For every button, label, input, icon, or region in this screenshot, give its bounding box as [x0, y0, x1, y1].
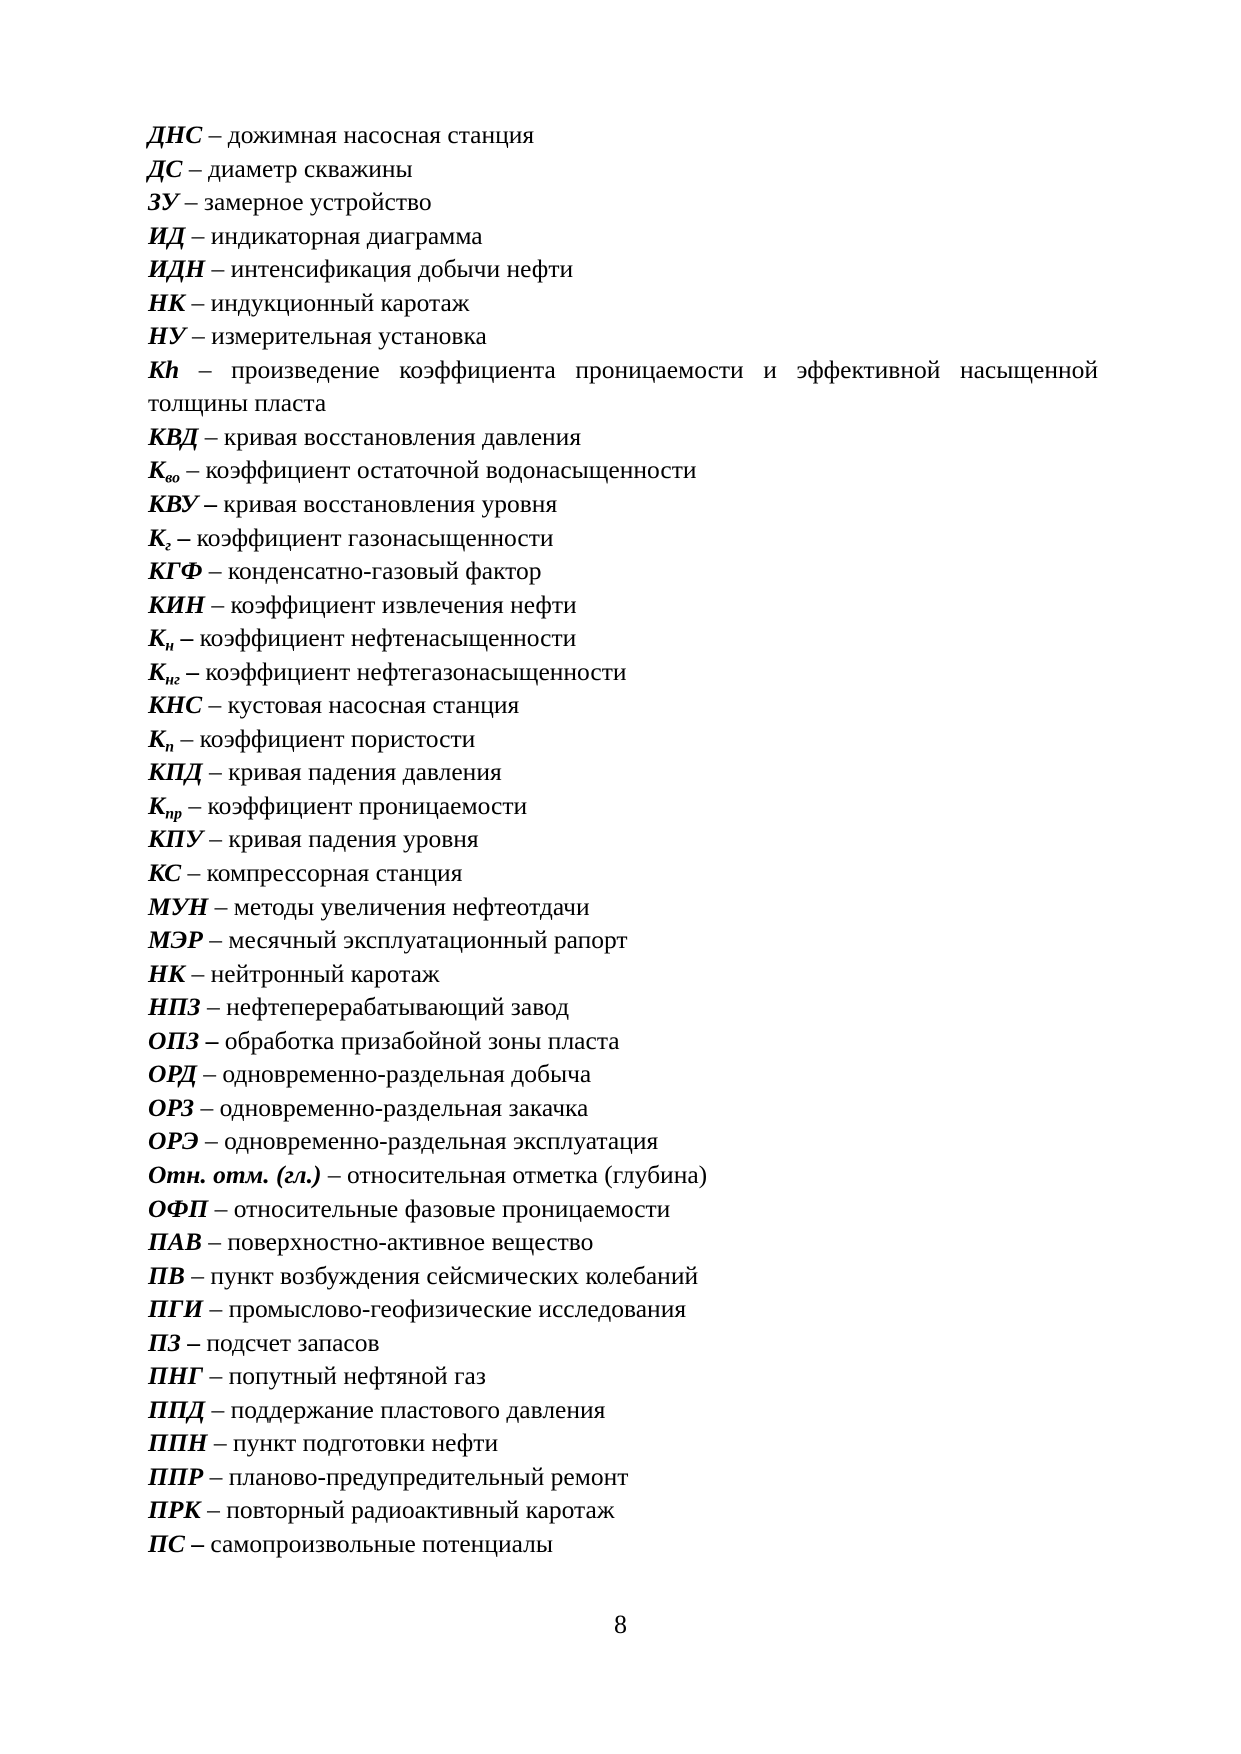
- dash-separator: –: [214, 1193, 228, 1223]
- abbreviation-definition: конденсатно-газовый фактор: [227, 556, 542, 586]
- abbreviation-definition: кривая падения давления: [228, 757, 502, 787]
- abbreviation-entry: [148, 1225, 1098, 1259]
- abbreviation-term: КПД: [148, 757, 203, 787]
- abbreviation-term: ППР: [148, 1461, 204, 1491]
- abbreviation-term: ПГИ: [148, 1294, 204, 1324]
- dash-separator: –: [209, 1461, 223, 1491]
- dash-separator: –: [208, 690, 222, 720]
- abbreviation-term: КВД: [148, 421, 199, 451]
- abbreviation-entry: [148, 554, 1098, 588]
- abbreviation-definition: кустовая насосная станция: [227, 690, 520, 720]
- abbreviation-subscript: нг: [165, 671, 180, 689]
- dash-separator: –: [188, 790, 202, 820]
- abbreviation-entry: [148, 1057, 1098, 1091]
- abbreviation-term: К: [148, 723, 166, 753]
- dash-separator: –: [208, 1227, 221, 1257]
- abbreviation-term: ОРЭ: [148, 1126, 199, 1156]
- abbreviation-term: КГФ: [148, 556, 203, 586]
- abbreviation-definition: одновременно-раздельная эксплуатация: [224, 1126, 659, 1156]
- abbreviation-entry: [148, 755, 1098, 789]
- abbreviation-term: ППН: [148, 1428, 208, 1458]
- abbreviation-entry: [148, 1359, 1098, 1393]
- abbreviation-entry: [148, 118, 1098, 152]
- abbreviation-entry: [148, 688, 1098, 722]
- abbreviation-definition: обработка призабойной зоны пласта: [224, 1025, 620, 1055]
- abbreviation-entry: [148, 453, 1098, 487]
- abbreviation-entry: [148, 420, 1098, 454]
- dash-separator: –: [204, 489, 218, 519]
- dash-separator: –: [209, 925, 222, 955]
- abbreviation-term: НК: [148, 287, 186, 317]
- abbreviation-subscript: н: [165, 637, 175, 655]
- abbreviation-entry: [148, 521, 1098, 555]
- abbreviation-entry: [148, 1124, 1098, 1158]
- abbreviation-term: НУ: [148, 321, 186, 351]
- abbreviation-entry: [148, 1091, 1098, 1125]
- abbreviation-definition: пункт возбуждения сейсмических колебаний: [210, 1260, 699, 1290]
- abbreviation-definition: коэффициент извлечения нефти: [230, 589, 577, 619]
- dash-separator: –: [209, 1294, 223, 1324]
- dash-separator: –: [177, 522, 191, 552]
- abbreviation-term: МЭР: [148, 925, 203, 955]
- abbreviation-entry: [148, 957, 1098, 991]
- dash-separator: –: [180, 623, 194, 653]
- abbreviation-definition: замерное устройство: [203, 187, 432, 217]
- abbreviation-term: ДНС: [148, 120, 203, 149]
- abbreviation-entry: [148, 152, 1098, 186]
- abbreviation-list: [148, 118, 1098, 1561]
- abbreviation-entry: [148, 1527, 1098, 1561]
- abbreviation-term: ПАВ: [148, 1227, 202, 1257]
- abbreviation-entry: [148, 856, 1098, 890]
- abbreviation-entry: [148, 1460, 1098, 1494]
- dash-separator: –: [186, 656, 200, 686]
- dash-separator: –: [209, 824, 222, 854]
- abbreviation-term: ОРЗ: [148, 1092, 195, 1122]
- dash-separator: –: [191, 1528, 204, 1558]
- abbreviation-subscript: п: [165, 738, 175, 756]
- abbreviation-term: ОРД: [148, 1059, 197, 1089]
- abbreviation-entry: [148, 655, 1098, 689]
- abbreviation-term: ОФП: [148, 1193, 209, 1223]
- abbreviation-term: КС: [148, 858, 182, 888]
- dash-separator: –: [208, 556, 222, 586]
- dash-separator: –: [207, 992, 220, 1022]
- dash-separator: –: [180, 723, 194, 753]
- abbreviation-definition: промыслово-геофизические исследования: [228, 1294, 687, 1324]
- dash-separator: –: [211, 589, 225, 619]
- abbreviation-definition: коэффициент проницаемости: [207, 790, 528, 820]
- abbreviation-entry: [148, 621, 1098, 655]
- abbreviation-definition: коэффициент пористости: [199, 723, 476, 753]
- dash-separator: –: [188, 153, 202, 183]
- abbreviation-entry: [148, 219, 1098, 253]
- abbreviation-entry: [148, 1426, 1098, 1460]
- abbreviation-definition: подсчет запасов: [206, 1327, 380, 1357]
- abbreviation-entry: [148, 789, 1098, 823]
- abbreviation-term: КВУ: [148, 489, 198, 519]
- abbreviation-term: ППД: [148, 1394, 206, 1424]
- abbreviation-definition: пункт подготовки нефти: [233, 1428, 499, 1458]
- dash-separator: –: [187, 858, 201, 888]
- dash-separator: –: [327, 1159, 341, 1189]
- abbreviation-definition: коэффициент нефтегазонасыщенности: [205, 656, 627, 686]
- abbreviation-definition: коэффициент нефтенасыщенности: [199, 623, 577, 653]
- abbreviation-definition: повторный радиоактивный каротаж: [226, 1495, 615, 1525]
- abbreviation-term: К: [148, 656, 166, 686]
- abbreviation-entry: [148, 185, 1098, 219]
- dash-separator: –: [191, 220, 205, 250]
- abbreviation-entry: [148, 923, 1098, 957]
- dash-separator: –: [204, 1126, 218, 1156]
- abbreviation-term: К: [148, 790, 166, 820]
- abbreviation-definition: планово-предупредительный ремонт: [228, 1461, 629, 1491]
- abbreviation-term: ЗУ: [148, 187, 179, 217]
- abbreviation-definition: интенсификация добычи нефти: [230, 254, 574, 284]
- dash-separator: –: [191, 1260, 204, 1290]
- abbreviation-term: НПЗ: [148, 992, 201, 1022]
- abbreviation-definition: коэффициент остаточной водонасыщенности: [205, 455, 697, 485]
- abbreviation-entry: [148, 252, 1098, 286]
- abbreviation-term: ПВ: [148, 1260, 185, 1290]
- abbreviation-definition: диаметр скважины: [207, 153, 413, 183]
- abbreviation-entry: [148, 1326, 1098, 1360]
- abbreviation-definition: поддержание пластового давления: [230, 1394, 606, 1424]
- abbreviation-term: НК: [148, 958, 186, 988]
- dash-separator: –: [211, 254, 225, 284]
- dash-separator: –: [205, 1025, 219, 1055]
- abbreviation-subscript: г: [165, 536, 172, 554]
- abbreviation-entry: [148, 487, 1098, 521]
- abbreviation-definition: индукционный каротаж: [210, 287, 470, 317]
- abbreviation-definition: произведение коэффициента проницаемости и эффективной насыщенной толщины пласта: [148, 354, 1099, 418]
- dash-separator: –: [186, 455, 200, 485]
- abbreviation-entry: [148, 1393, 1098, 1427]
- abbreviation-term: МУН: [148, 891, 209, 921]
- dash-separator: –: [191, 287, 205, 317]
- abbreviation-entry: [148, 990, 1098, 1024]
- abbreviation-entry: [148, 1493, 1098, 1527]
- abbreviation-term: Отн. отм. (гл.): [148, 1159, 322, 1189]
- abbreviation-term: КНС: [148, 690, 203, 720]
- abbreviation-definition: дожимная насосная станция: [227, 120, 535, 149]
- abbreviation-definition: кривая восстановления давления: [223, 421, 582, 451]
- dash-separator: –: [207, 1495, 220, 1525]
- abbreviation-term: ИДН: [148, 254, 206, 284]
- dash-separator: –: [200, 1092, 214, 1122]
- dash-separator: –: [209, 1361, 223, 1391]
- abbreviation-definition: относительная отметка (глубина): [346, 1159, 708, 1189]
- abbreviation-definition: компрессорная станция: [206, 858, 463, 888]
- abbreviation-definition: кривая восстановления уровня: [223, 489, 558, 519]
- abbreviation-term: ПЗ: [148, 1327, 181, 1357]
- abbreviation-term: ПНГ: [148, 1361, 204, 1391]
- dash-separator: –: [198, 354, 212, 384]
- abbreviation-entry: [148, 1158, 1098, 1192]
- abbreviation-definition: индикаторная диаграмма: [210, 220, 483, 250]
- abbreviation-definition: нефтеперерабатывающий завод: [226, 992, 570, 1022]
- abbreviation-term: ОПЗ: [148, 1025, 200, 1055]
- page-number: 8: [614, 1610, 627, 1639]
- abbreviation-entry: [148, 722, 1098, 756]
- abbreviation-definition: относительные фазовые проницаемости: [233, 1193, 671, 1223]
- abbreviation-term: К: [148, 455, 166, 485]
- abbreviation-definition: самопроизвольные потенциалы: [210, 1528, 554, 1558]
- abbreviation-entry: [148, 890, 1098, 924]
- abbreviation-subscript: во: [165, 469, 181, 487]
- abbreviation-definition: месячный эксплуатационный рапорт: [228, 925, 628, 955]
- dash-separator: –: [211, 1394, 225, 1424]
- dash-separator: –: [208, 120, 222, 149]
- abbreviation-entry: [148, 822, 1098, 856]
- dash-separator: –: [187, 1327, 200, 1357]
- abbreviation-entry: [148, 286, 1098, 320]
- dash-separator: –: [191, 321, 205, 351]
- abbreviation-term: К: [148, 623, 166, 653]
- dash-separator: –: [214, 891, 228, 921]
- abbreviation-definition: попутный нефтяной газ: [228, 1361, 486, 1391]
- dash-separator: –: [213, 1428, 227, 1458]
- abbreviation-entry: [148, 1024, 1098, 1058]
- abbreviation-definition: одновременно-раздельная закачка: [219, 1092, 589, 1122]
- abbreviation-definition: кривая падения уровня: [228, 824, 479, 854]
- abbreviation-definition: коэффициент газонасыщенности: [196, 522, 554, 552]
- abbreviation-term: КИН: [148, 589, 205, 619]
- abbreviation-entry: [148, 588, 1098, 622]
- abbreviation-definition: поверхностно-активное вещество: [227, 1227, 594, 1257]
- abbreviation-definition: одновременно-раздельная добыча: [222, 1059, 592, 1089]
- dash-separator: –: [184, 187, 198, 217]
- abbreviation-term: ПРК: [148, 1495, 201, 1525]
- abbreviation-definition: измерительная установка: [211, 321, 487, 351]
- abbreviation-subscript: пр: [165, 805, 182, 823]
- dash-separator: –: [204, 421, 218, 451]
- abbreviation-term: Kh: [148, 354, 180, 384]
- abbreviation-term: ПС: [148, 1528, 185, 1558]
- abbreviation-term: ИД: [148, 220, 186, 250]
- dash-separator: –: [203, 1059, 217, 1089]
- abbreviation-entry: [148, 1259, 1098, 1293]
- abbreviation-term: КПУ: [148, 824, 203, 854]
- abbreviation-entry: [148, 319, 1098, 353]
- dash-separator: –: [208, 757, 222, 787]
- abbreviation-term: К: [148, 522, 166, 552]
- abbreviation-entry: [148, 1292, 1098, 1326]
- abbreviation-definition: методы увеличения нефтеотдачи: [233, 891, 590, 921]
- abbreviation-entry: [148, 353, 1098, 420]
- dash-separator: –: [191, 958, 205, 988]
- abbreviation-entry: [148, 1192, 1098, 1226]
- abbreviation-definition: нейтронный каротаж: [210, 958, 440, 988]
- abbreviation-term: ДС: [148, 153, 183, 183]
